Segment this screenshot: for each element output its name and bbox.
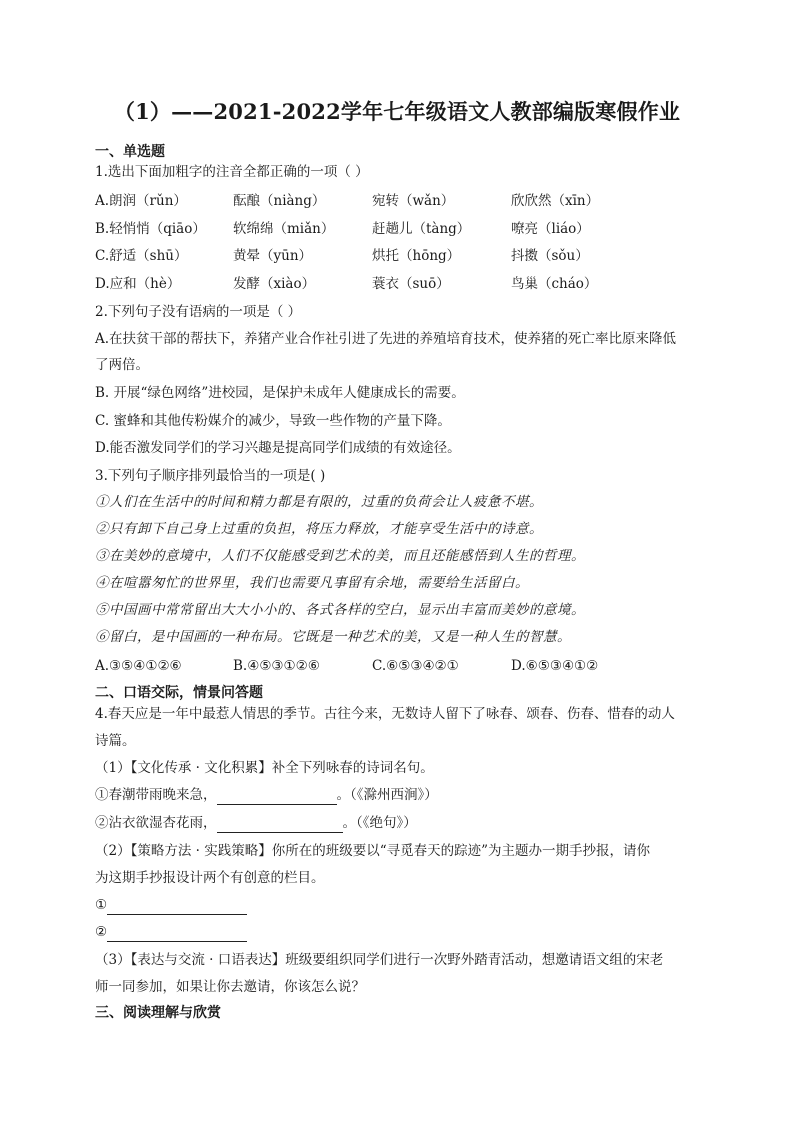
q1-option-c-2: 黄晕（yūn）	[233, 248, 313, 264]
q3-option-d: D.⑥⑤③④①②	[511, 658, 599, 674]
q1-option-d-2: 发酵（xiào）	[233, 276, 316, 292]
q4-part-2-line2: 为这期手抄报设计两个有创意的栏目。	[95, 870, 325, 886]
q1-option-b-4: 嘹亮（liáo）	[511, 221, 590, 237]
q2-option-d: D.能否激发同学们的学习兴趣是提高同学们成绩的有效途径。	[95, 440, 461, 456]
q4-column-2	[95, 922, 247, 942]
q1-option-b-2: 软绵绵（miǎn）	[233, 221, 335, 237]
q3-sentence-5: ⑤中国画中常常留出大大小小的、各式各样的空白，显示出丰富而美妙的意境。	[95, 602, 585, 618]
q1-option-d-3: 蓑衣（suō）	[372, 276, 450, 292]
q4-part-1: （1）【文化传承 · 文化积累】补全下列咏春的诗词名句。	[95, 760, 434, 776]
section-heading-reading: 三、阅读理解与欣赏	[95, 1005, 221, 1021]
q1-option-b-1: B.轻悄悄（qiāo）	[95, 221, 206, 237]
q1-option-c-4: 抖擞（sǒu）	[511, 248, 589, 264]
q3-sentence-6: ⑥留白，是中国画的一种布局。它既是一种艺术的美，又是一种人生的智慧。	[95, 629, 571, 645]
q3-sentence-4: ④在喧嚣匆忙的世界里，我们也需要凡事留有余地，需要给生活留白。	[95, 575, 529, 591]
question-1-stem: 1.选出下面加粗字的注音全都正确的一项（ ）	[95, 164, 369, 180]
section-heading-oral-communication: 二、口语交际，情景问答题	[95, 685, 263, 701]
q4-poem-line-1	[95, 785, 438, 805]
q1-option-c-3: 烘托（hōng）	[372, 248, 461, 264]
q3-sentence-2: ②只有卸下自己身上过重的负担，将压力释放，才能享受生活中的诗意。	[95, 521, 543, 537]
poem-line-1-blank[interactable]	[217, 790, 337, 805]
column-2-marker: ②	[95, 924, 108, 940]
page-title: （1）——2021-2022学年七年级语文人教部编版寒假作业	[113, 99, 681, 124]
q3-sentence-3: ③在美妙的意境中，人们不仅能感受到艺术的美，而且还能感悟到人生的哲理。	[95, 548, 585, 564]
q1-option-a-2: 酝酿（niàng）	[233, 193, 326, 209]
q1-option-d-4: 鸟巢（cháo）	[511, 276, 598, 292]
q3-option-a: A.③⑤④①②⑥	[95, 658, 182, 674]
poem-line-1-prefix: ①春潮带雨晚来急，	[95, 787, 217, 803]
q3-option-c: C.⑥⑤③④②①	[372, 658, 459, 674]
q2-option-a-line2: 了两倍。	[95, 357, 149, 373]
column-1-blank[interactable]	[107, 900, 247, 915]
column-1-marker: ①	[95, 897, 108, 913]
q1-option-b-3: 赶趟儿（tàng）	[372, 221, 471, 237]
section-heading-single-choice: 一、单选题	[95, 144, 165, 160]
question-2-stem: 2.下列句子没有语病的一项是（ ）	[95, 304, 302, 320]
q1-option-a-3: 宛转（wǎn）	[372, 193, 455, 209]
poem-line-2-blank[interactable]	[217, 818, 343, 833]
question-3-stem: 3.下列句子顺序排列最恰当的一项是( )	[95, 468, 326, 484]
q3-sentence-1: ①人们在生活中的时间和精力都是有限的，过重的负荷会让人疲惫不堪。	[95, 494, 543, 510]
q1-option-d-1: D.应和（hè）	[95, 276, 181, 292]
q1-option-a-1: A.朗润（rǔn）	[95, 193, 187, 209]
q4-part-2-line1: （2）【策略方法 · 实践策略】你所在的班级要以“寻觅春天的踪迹”为主题办一期手抄报，请你	[95, 843, 651, 859]
q1-option-a-4: 欣欣然（xīn）	[511, 193, 600, 209]
q2-option-c: C. 蜜蜂和其他传粉媒介的减少，导致一些作物的产量下降。	[95, 413, 451, 429]
question-4-stem-line1: 4.春天应是一年中最惹人情思的季节。古往今来，无数诗人留下了咏春、颂春、伤春、惜春的动人	[95, 706, 675, 722]
question-4-stem-line2: 诗篇。	[95, 733, 136, 749]
q4-part-3-line1: （3）【表达与交流 · 口语表达】班级要组织同学们进行一次野外踏青活动，想邀请语文组的宋老	[95, 952, 664, 968]
q4-poem-line-2	[95, 813, 417, 833]
q1-option-c-1: C.舒适（shū）	[95, 248, 188, 264]
column-2-blank[interactable]	[107, 927, 247, 942]
poem-line-1-suffix: 。（《滁州西涧》）	[336, 787, 438, 803]
q2-option-a-line1: A.在扶贫干部的帮扶下，养猪产业合作社引进了先进的养殖培育技术，使养猪的死亡率比原来降低	[95, 331, 677, 347]
poem-line-2-prefix: ②沾衣欲湿杏花雨，	[95, 815, 217, 831]
poem-line-2-suffix: 。（《绝句》）	[342, 815, 417, 831]
q4-part-3-line2: 师一同参加，如果让你去邀请，你该怎么说？	[95, 979, 365, 995]
q4-column-1	[95, 895, 247, 915]
q2-option-b: B. 开展“绿色网络”进校园，是保护未成年人健康成长的需要。	[95, 385, 465, 401]
q3-option-b: B.④⑤③①②⑥	[233, 658, 320, 674]
